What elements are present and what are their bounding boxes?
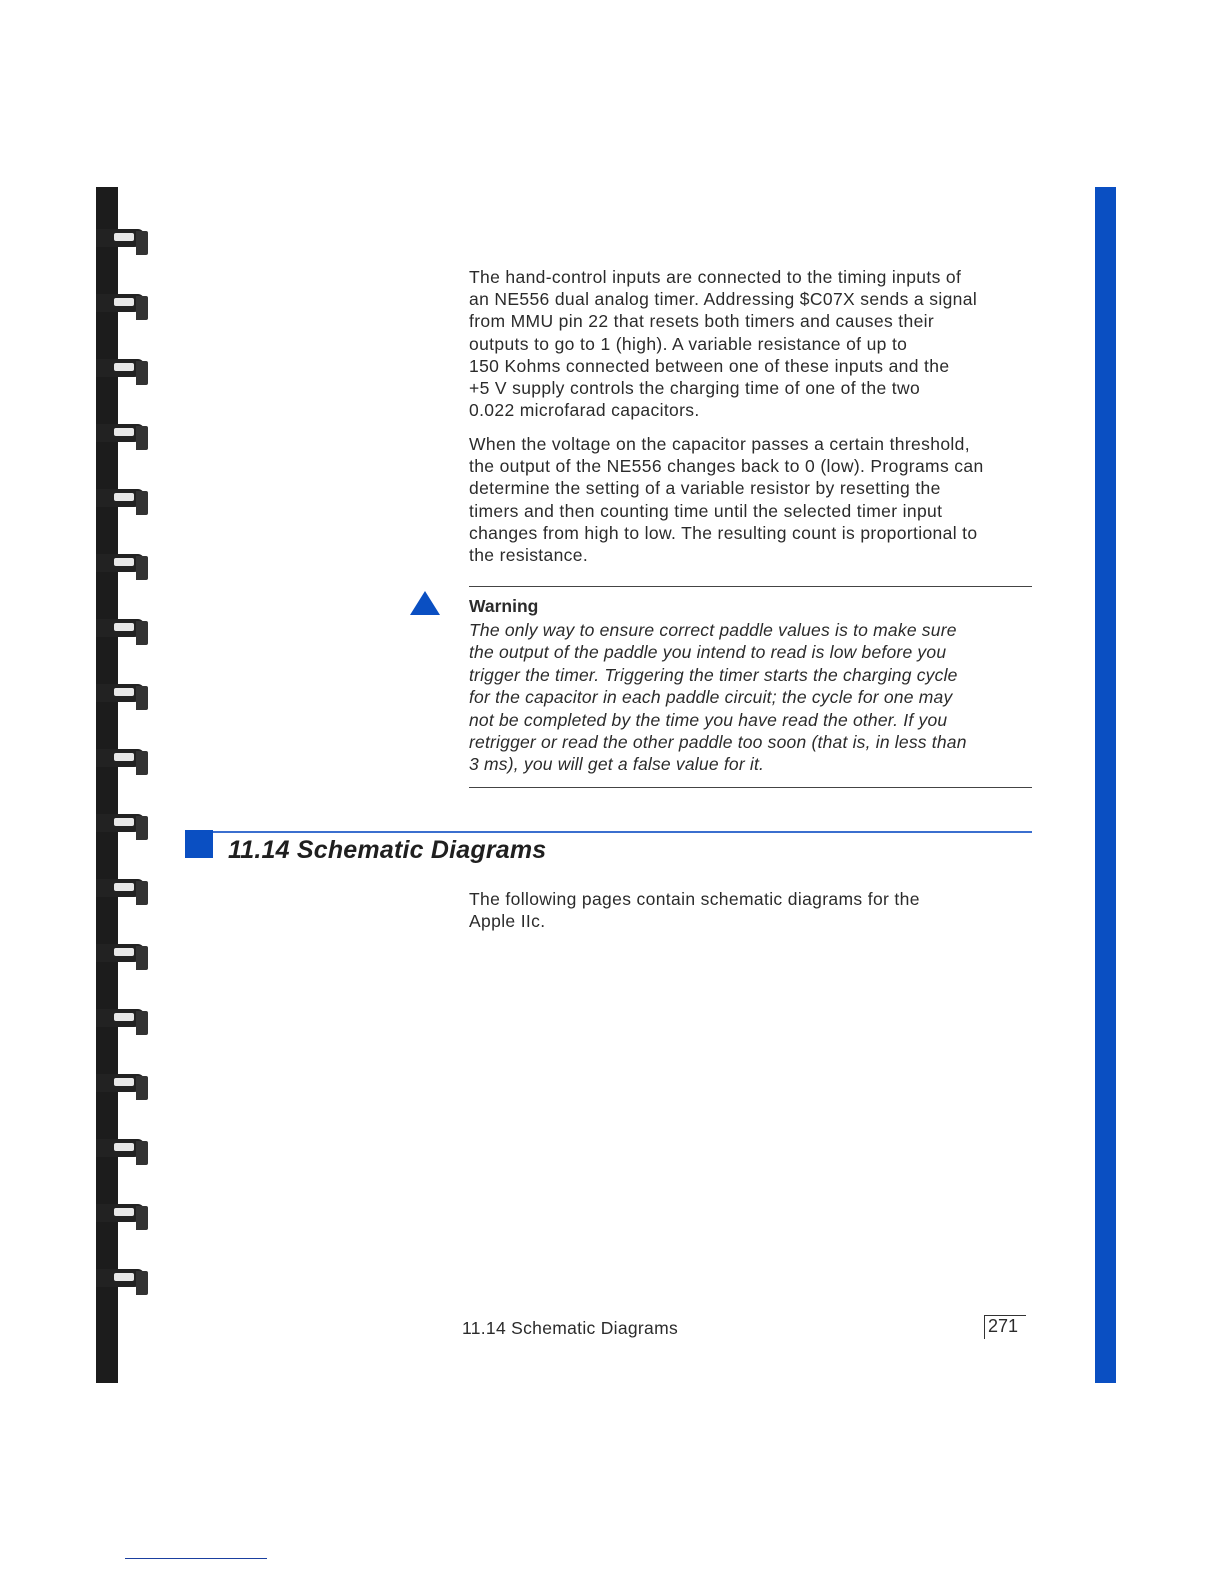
binding-coil	[96, 810, 152, 840]
binding-coil	[96, 485, 152, 515]
binding-coil	[96, 940, 152, 970]
body-paragraph-2: When the voltage on the capacitor passes a certain threshold, the output of the NE556 changes back to 0 (low). Programs can determine the setting of a variable resistor by resetting the timers and then counting time until the selected timer input changes from high to low. The resulting count is proportional to the resistance.	[469, 434, 984, 566]
binding-coil	[96, 1005, 152, 1035]
spiral-binding	[96, 187, 156, 1383]
binding-coil	[96, 1135, 152, 1165]
binding-coil	[96, 615, 152, 645]
binding-coil	[96, 875, 152, 905]
section-heading: 11.14 Schematic Diagrams	[228, 836, 547, 864]
binding-coil	[96, 290, 152, 320]
warning-bottom-rule	[469, 787, 1032, 788]
binding-coil	[96, 745, 152, 775]
section-marker	[185, 830, 213, 858]
page-number: 271	[988, 1316, 1019, 1336]
section-paragraph: The following pages contain schematic diagrams for the Apple IIc.	[469, 889, 920, 932]
binding-coil	[96, 1265, 152, 1295]
section-rule	[213, 831, 1032, 833]
body-paragraph-1: The hand-control inputs are connected to the timing inputs of an NE556 dual analog timer. Addressing $C07X sends a signal from MMU pin 22 that resets both timers and causes their outputs to go to 1 (high). A variable resistance of up to 150 Kohms connected between one of these inputs and the +5 V supply controls the charging time of one of the two 0.022 microfarad capacitors.	[469, 267, 978, 421]
warning-triangle-icon	[409, 590, 441, 616]
warning-title: Warning	[469, 596, 539, 616]
page-edge-tab	[1095, 187, 1116, 1383]
binding-coil	[96, 680, 152, 710]
footnote-rule	[125, 1558, 267, 1559]
warning-top-rule	[469, 586, 1032, 587]
binding-coil	[96, 550, 152, 580]
binding-coil	[96, 1070, 152, 1100]
footer-title: 11.14 Schematic Diagrams	[462, 1318, 678, 1338]
binding-coil	[96, 420, 152, 450]
binding-coil	[96, 225, 152, 255]
binding-coil	[96, 355, 152, 385]
binding-coil	[96, 1200, 152, 1230]
warning-text: The only way to ensure correct paddle values is to make sure the output of the paddle you intend to read is low before you trigger the timer. Triggering the timer starts the charging cycle for the capacitor in each paddle circuit; the cycle for one may not be completed by the time you have read the other. If you retrigger or read the other paddle too soon (that is, in less than 3 ms), you will get a false value for it.	[469, 620, 967, 775]
